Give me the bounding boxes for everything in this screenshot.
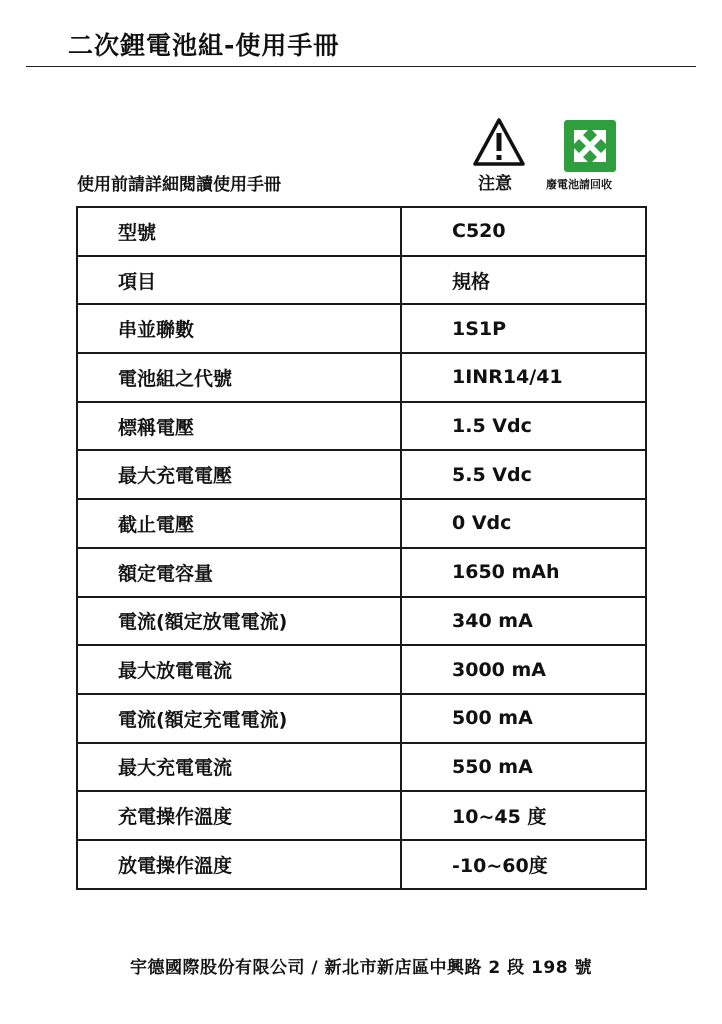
spec-value: -10~60度 xyxy=(401,840,646,889)
spec-key: 串並聯數 xyxy=(77,304,401,353)
spec-value: 5.5 Vdc xyxy=(401,450,646,499)
table-row xyxy=(77,450,646,499)
table-row xyxy=(77,548,646,597)
spec-value: 340 mA xyxy=(401,597,646,646)
table-row xyxy=(77,256,646,305)
company-footer: 宇德國際股份有限公司 / 新北市新店區中興路 2 段 198 號 xyxy=(129,958,593,978)
table-row xyxy=(77,791,646,840)
spec-key: 額定電容量 xyxy=(77,548,401,597)
table-row xyxy=(77,597,646,646)
spec-value: 1650 mAh xyxy=(401,548,646,597)
read-manual-notice: 使用前請詳細閱讀使用手冊 xyxy=(77,175,281,195)
spec-value: C520 xyxy=(401,207,646,256)
title-divider xyxy=(26,66,696,67)
table-row xyxy=(77,402,646,451)
table-row xyxy=(77,645,646,694)
warning-label: 注意 xyxy=(478,174,512,194)
spec-key: 最大充電電流 xyxy=(77,743,401,792)
warning-triangle-icon xyxy=(472,117,526,167)
spec-value: 3000 mA xyxy=(401,645,646,694)
spec-value: 0 Vdc xyxy=(401,499,646,548)
spec-table xyxy=(76,206,647,890)
spec-key: 型號 xyxy=(77,207,401,256)
spec-value: 10~45 度 xyxy=(401,791,646,840)
spec-value: 1INR14/41 xyxy=(401,353,646,402)
spec-key: 充電操作溫度 xyxy=(77,791,401,840)
table-row xyxy=(77,499,646,548)
spec-key: 電流(額定充電電流) xyxy=(77,694,401,743)
spec-key: 最大放電電流 xyxy=(77,645,401,694)
spec-value: 550 mA xyxy=(401,743,646,792)
recycle-label: 廢電池請回收 xyxy=(546,178,612,191)
spec-key: 項目 xyxy=(77,256,401,305)
table-row xyxy=(77,353,646,402)
table-row xyxy=(77,694,646,743)
page-title: 二次鋰電池組-使用手冊 xyxy=(68,31,340,60)
spec-key: 電池組之代號 xyxy=(77,353,401,402)
spec-value: 500 mA xyxy=(401,694,646,743)
table-row xyxy=(77,304,646,353)
spec-value: 1S1P xyxy=(401,304,646,353)
spec-key: 截止電壓 xyxy=(77,499,401,548)
table-row xyxy=(77,207,646,256)
spec-key: 放電操作溫度 xyxy=(77,840,401,889)
spec-key: 最大充電電壓 xyxy=(77,450,401,499)
table-row xyxy=(77,840,646,889)
spec-value: 1.5 Vdc xyxy=(401,402,646,451)
spec-key: 電流(額定放電電流) xyxy=(77,597,401,646)
spec-value: 規格 xyxy=(401,256,646,305)
table-row xyxy=(77,743,646,792)
spec-key: 標稱電壓 xyxy=(77,402,401,451)
recycle-battery-icon xyxy=(564,120,616,172)
